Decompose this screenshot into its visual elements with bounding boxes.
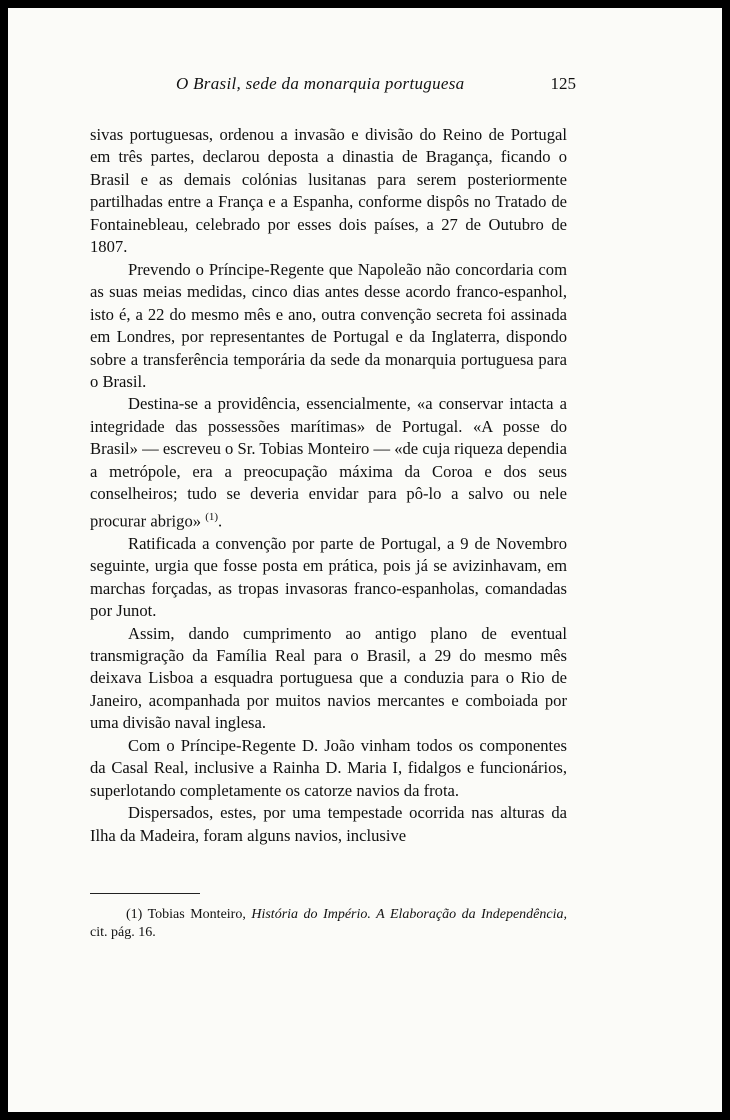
footnote-work-title: História do Império. A Elaboração da Independência,: [251, 907, 567, 922]
paragraph: Com o Príncipe-Regente D. João vinham todos os componentes da Casal Real, inclusive a Rainha D. Maria I, fidalgos e funcionários, superlotando completamente os catorze navios da frota.: [90, 735, 567, 800]
page-number: 125: [550, 74, 576, 93]
paragraph: Ratificada a convenção por parte de Portugal, a 9 de Novembro seguinte, urgia que fosse posta em prática, pois já se avizinhavam, em marchas forçadas, as tropas invasoras franco-espanholas, comandadas por Junot.: [90, 533, 567, 621]
paragraph: Prevendo o Príncipe-Regente que Napoleão não concordaria com as suas meias medidas, cinco dias antes desse acordo franco-espanhol, isto é, a 22 do mesmo mês e ano, outra convenção secreta foi assinada em Londres, por representantes de Portugal e da Inglaterra, dispondo sobre a transferência temporária da sede da monarquia portuguesa para o Brasil.: [90, 259, 567, 391]
book-page: [8, 8, 722, 1112]
running-title: O Brasil, sede da monarquia portuguesa: [176, 74, 465, 93]
running-header: [176, 74, 576, 100]
footnote-citation: cit. pág. 16.: [90, 925, 156, 940]
paragraph: Assim, dando cumprimento ao antigo plano de eventual transmigração da Família Real para o Brasil, a 29 do mesmo mês deixava Lisboa a esquadra portuguesa que a conduzia para o Rio de Janeiro, acompanhada por muitos navios mercantes e comboiada por uma divisão naval inglesa.: [90, 623, 567, 733]
footnote-marker: (1): [126, 907, 143, 922]
paragraph: [90, 393, 567, 532]
footnote-divider: [90, 893, 200, 894]
body-text: [90, 124, 567, 847]
footnote: [90, 906, 567, 942]
paragraph-text: Destina-se a providência, essencialmente, «a conservar intacta a integridade das possessões marítimas» de Portugal. «A posse do Brasil» — escreveu o Sr. Tobias Monteiro — «de cuja riqueza dependia a metrópole, era a preocupação máxima da Coroa e dos seus conselheiros; tudo se deveria envidar para pô-lo a salvo ou nele procurar abrigo»: [90, 394, 567, 531]
paragraph: Dispersados, estes, por uma tempestade ocorrida nas alturas da Ilha da Madeira, foram alguns navios, inclusive: [90, 803, 567, 845]
footnote-reference: (1): [205, 510, 219, 523]
paragraph: sivas portuguesas, ordenou a invasão e divisão do Reino de Portugal em três partes, declarou deposta a dinastia de Bragança, ficando o Brasil e as demais colónias lusitanas para serem posteriormente partilhadas entre a França e a Espanha, conforme dispôs no Tratado de Fontainebleau, celebrado por esses dois países, a 27 de Outubro de 1807.: [90, 125, 567, 257]
paragraph-end: .: [218, 511, 223, 531]
footnote-author: Tobias Monteiro,: [147, 907, 246, 922]
